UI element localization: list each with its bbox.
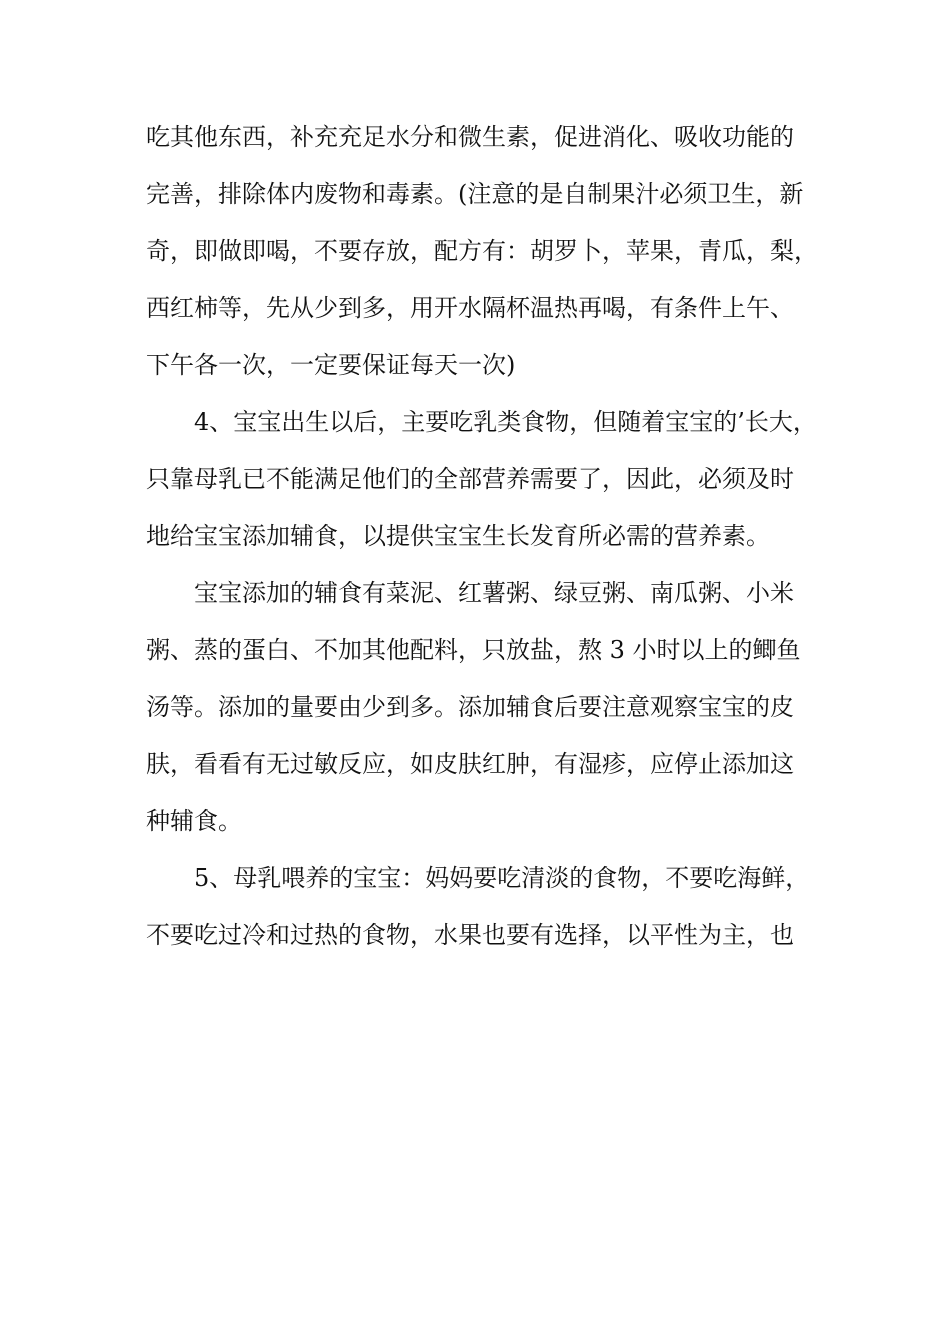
text-line-13: 种辅食。 (146, 807, 242, 835)
text-line-8: 地给宝宝添加辅食，以提供宝宝生长发育所必需的营养素。 (146, 522, 770, 550)
text-line-3: 奇，即做即喝，不要存放，配方有：胡罗卜，苹果，青瓜，梨， (146, 237, 818, 265)
text-line-6: 4、宝宝出生以后，主要吃乳类食物，但随着宝宝的’长大， (194, 408, 817, 436)
text-line-12: 肤，看看有无过敏反应，如皮肤红肿，有湿疹，应停止添加这 (146, 750, 794, 778)
text-line-5: 下午各一次，一定要保证每天一次) (146, 351, 516, 379)
text-line-14: 5、母乳喂养的宝宝：妈妈要吃清淡的食物，不要吃海鲜， (194, 864, 810, 892)
text-line-15: 不要吃过冷和过热的食物，水果也要有选择，以平性为主，也 (146, 921, 794, 949)
text-line-10: 粥、蒸的蛋白、不加其他配料，只放盐，熬 3 小时以上的鲫鱼 (146, 636, 801, 664)
text-line-9: 宝宝添加的辅食有菜泥、红薯粥、绿豆粥、南瓜粥、小米 (194, 579, 794, 607)
text-line-11: 汤等。添加的量要由少到多。添加辅食后要注意观察宝宝的皮 (146, 693, 794, 721)
text-line-7: 只靠母乳已不能满足他们的全部营养需要了，因此，必须及时 (146, 465, 794, 493)
text-line-2: 完善，排除体内废物和毒素。(注意的是自制果汁必须卫生，新 (146, 180, 804, 208)
document-body (146, 118, 816, 973)
text-line-4: 西红柿等，先从少到多，用开水隔杯温热再喝，有条件上午、 (146, 294, 794, 322)
text-line-1: 吃其他东西，补充充足水分和微生素，促进消化、吸收功能的 (146, 123, 794, 151)
